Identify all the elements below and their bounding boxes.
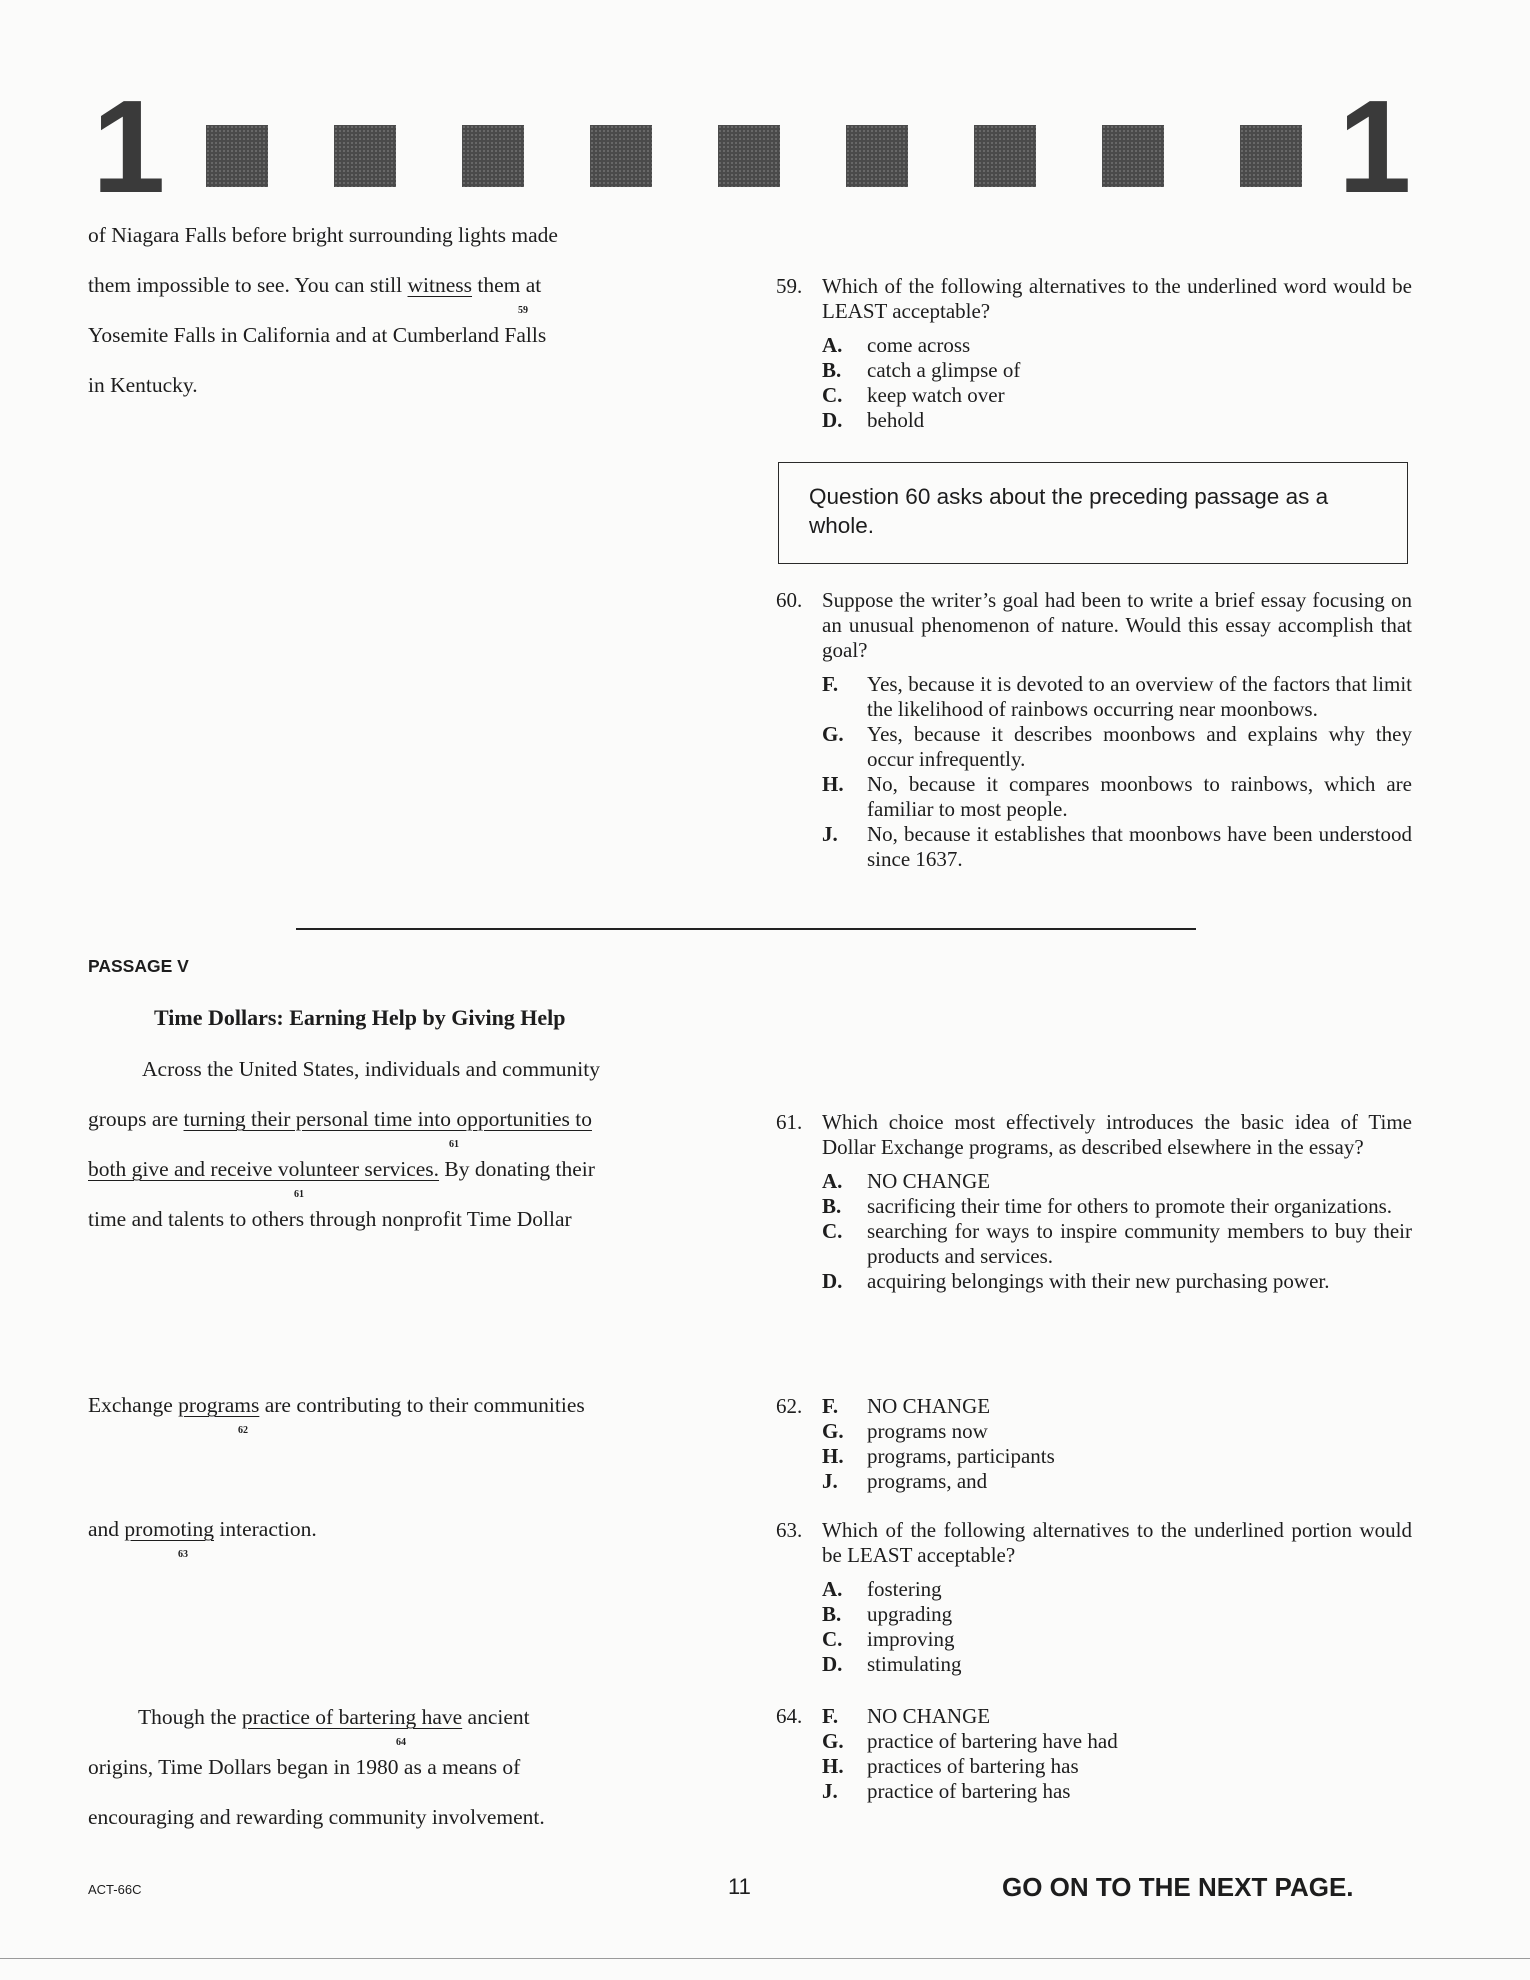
passage-line: Across the United States, individuals and community (142, 1057, 601, 1081)
question-ref-61: 61 (449, 1139, 459, 1150)
answer-option[interactable]: B. upgrading (822, 1602, 953, 1626)
passage-line: time and talents to others through nonprofit Time Dollar (88, 1207, 572, 1231)
section-square (1102, 125, 1164, 187)
passage-line: Exchange programs are contributing to their communities (88, 1393, 585, 1417)
answer-option[interactable]: B. sacrificing their time for others to promote their organizations. (822, 1194, 1393, 1218)
question-64 (776, 1704, 1412, 1804)
section-square (974, 125, 1036, 187)
question-number: 59. (776, 274, 803, 298)
underlined-portion-59: witness (407, 273, 473, 297)
passage-title: Time Dollars: Earning Help by Giving Help (154, 1005, 566, 1030)
underlined-portion-62: programs (178, 1393, 260, 1417)
answer-option[interactable]: 64. F. NO CHANGE (776, 1704, 991, 1728)
answer-option[interactable]: A. come across (822, 333, 971, 357)
section-square (206, 125, 268, 187)
question-63 (776, 1518, 1412, 1677)
passage-line: Yosemite Falls in California and at Cumberland Falls (88, 323, 547, 347)
answer-option[interactable]: B. catch a glimpse of (822, 358, 1021, 382)
answer-option[interactable]: C. keep watch over (822, 383, 1005, 407)
answer-option[interactable]: H. practices of bartering has (822, 1754, 1079, 1778)
question-ref-61: 61 (294, 1189, 304, 1200)
passage-line: them impossible to see. You can still witness them at (88, 273, 542, 297)
answer-option[interactable]: H. No, because it compares moonbows to rainbows, which are familiar to most people. (822, 772, 1412, 821)
answer-option[interactable]: J. No, because it establishes that moonbows have been understood since 1637. (822, 822, 1412, 871)
question-stem: Suppose the writer’s goal had been to write a brief essay focusing on an unusual phenomenon of nature. Would this essay accomplish that goal? (822, 588, 1412, 662)
page-number: 11 (728, 1874, 751, 1899)
passage-line: groups are turning their personal time into opportunities to (88, 1107, 592, 1131)
answer-option[interactable]: D. behold (822, 408, 925, 432)
section-square (846, 125, 908, 187)
passage-label: PASSAGE V (88, 956, 189, 976)
answer-option[interactable]: F. Yes, because it is devoted to an overview of the factors that limit the likelihood of rainbows occurring near moonbows. (822, 672, 1412, 721)
question-stem: Which of the following alternatives to the underlined word would be LEAST acceptable? (822, 274, 1412, 323)
underlined-portion-61: turning their personal time into opportunities to (183, 1107, 592, 1131)
section-divider (296, 928, 1196, 930)
passage-line: both give and receive volunteer services. By donating their (88, 1157, 595, 1181)
passage-line: origins, Time Dollars began in 1980 as a means of (88, 1755, 521, 1779)
underlined-portion-64: practice of bartering have (241, 1705, 463, 1729)
question-number: 63. (776, 1518, 803, 1542)
section-square (334, 125, 396, 187)
answer-option[interactable]: J. programs, and (822, 1469, 988, 1493)
question-ref-64: 64 (396, 1737, 406, 1748)
question-number: 60. (776, 588, 803, 612)
underlined-portion-61: both give and receive volunteer services. (88, 1157, 440, 1181)
question-62 (776, 1394, 1412, 1494)
passage-line: encouraging and rewarding community involvement. (88, 1805, 545, 1829)
answer-option[interactable]: C. improving (822, 1627, 955, 1651)
answer-option[interactable]: H. programs, participants (822, 1444, 1055, 1468)
answer-option[interactable]: J. practice of bartering has (822, 1779, 1071, 1803)
question-ref-63: 63 (178, 1549, 188, 1560)
question-ref-62: 62 (238, 1425, 248, 1436)
instruction-box: Question 60 asks about the preceding passage as a whole. (778, 462, 1408, 564)
answer-option[interactable]: G. practice of bartering have had (822, 1729, 1118, 1753)
section-square (590, 125, 652, 187)
section-square (718, 125, 780, 187)
question-61 (776, 1110, 1412, 1294)
section-square (462, 125, 524, 187)
passage-line: Though the practice of bartering have ancient (138, 1705, 530, 1729)
question-ref-59: 59 (518, 305, 528, 316)
answer-option[interactable]: G. Yes, because it describes moonbows and explains why they occur infrequently. (822, 722, 1412, 771)
question-stem: Which choice most effectively introduces the basic idea of Time Dollar Exchange programs, as described elsewhere in the essay? (822, 1110, 1412, 1159)
answer-option[interactable]: D. acquiring belongings with their new purchasing power. (822, 1269, 1330, 1293)
passage-line: and promoting interaction. (88, 1517, 317, 1541)
passage-line: of Niagara Falls before bright surrounding lights made (88, 223, 558, 247)
answer-option[interactable]: 62. F. NO CHANGE (776, 1394, 991, 1418)
form-code: ACT-66C (88, 1882, 142, 1897)
question-stem: Which of the following alternatives to the underlined portion would be LEAST acceptable? (822, 1518, 1412, 1567)
section-number-left: 1 (92, 73, 162, 220)
answer-option[interactable]: D. stimulating (822, 1652, 962, 1676)
answer-option[interactable]: A. fostering (822, 1577, 942, 1601)
question-60 (776, 588, 1412, 872)
answer-option[interactable]: C. searching for ways to inspire community members to buy their products and services. (822, 1219, 1412, 1268)
question-number: 61. (776, 1110, 803, 1134)
answer-option[interactable]: G. programs now (822, 1419, 988, 1443)
section-square (1240, 125, 1302, 187)
next-page-notice: GO ON TO THE NEXT PAGE. (1002, 1872, 1354, 1902)
section-number-right: 1 (1338, 73, 1408, 220)
question-59 (776, 274, 1412, 433)
underlined-portion-63: promoting (124, 1517, 215, 1541)
page-edge-line (0, 1958, 1530, 1959)
answer-option[interactable]: A. NO CHANGE (822, 1169, 991, 1193)
passage-line: in Kentucky. (88, 373, 198, 397)
